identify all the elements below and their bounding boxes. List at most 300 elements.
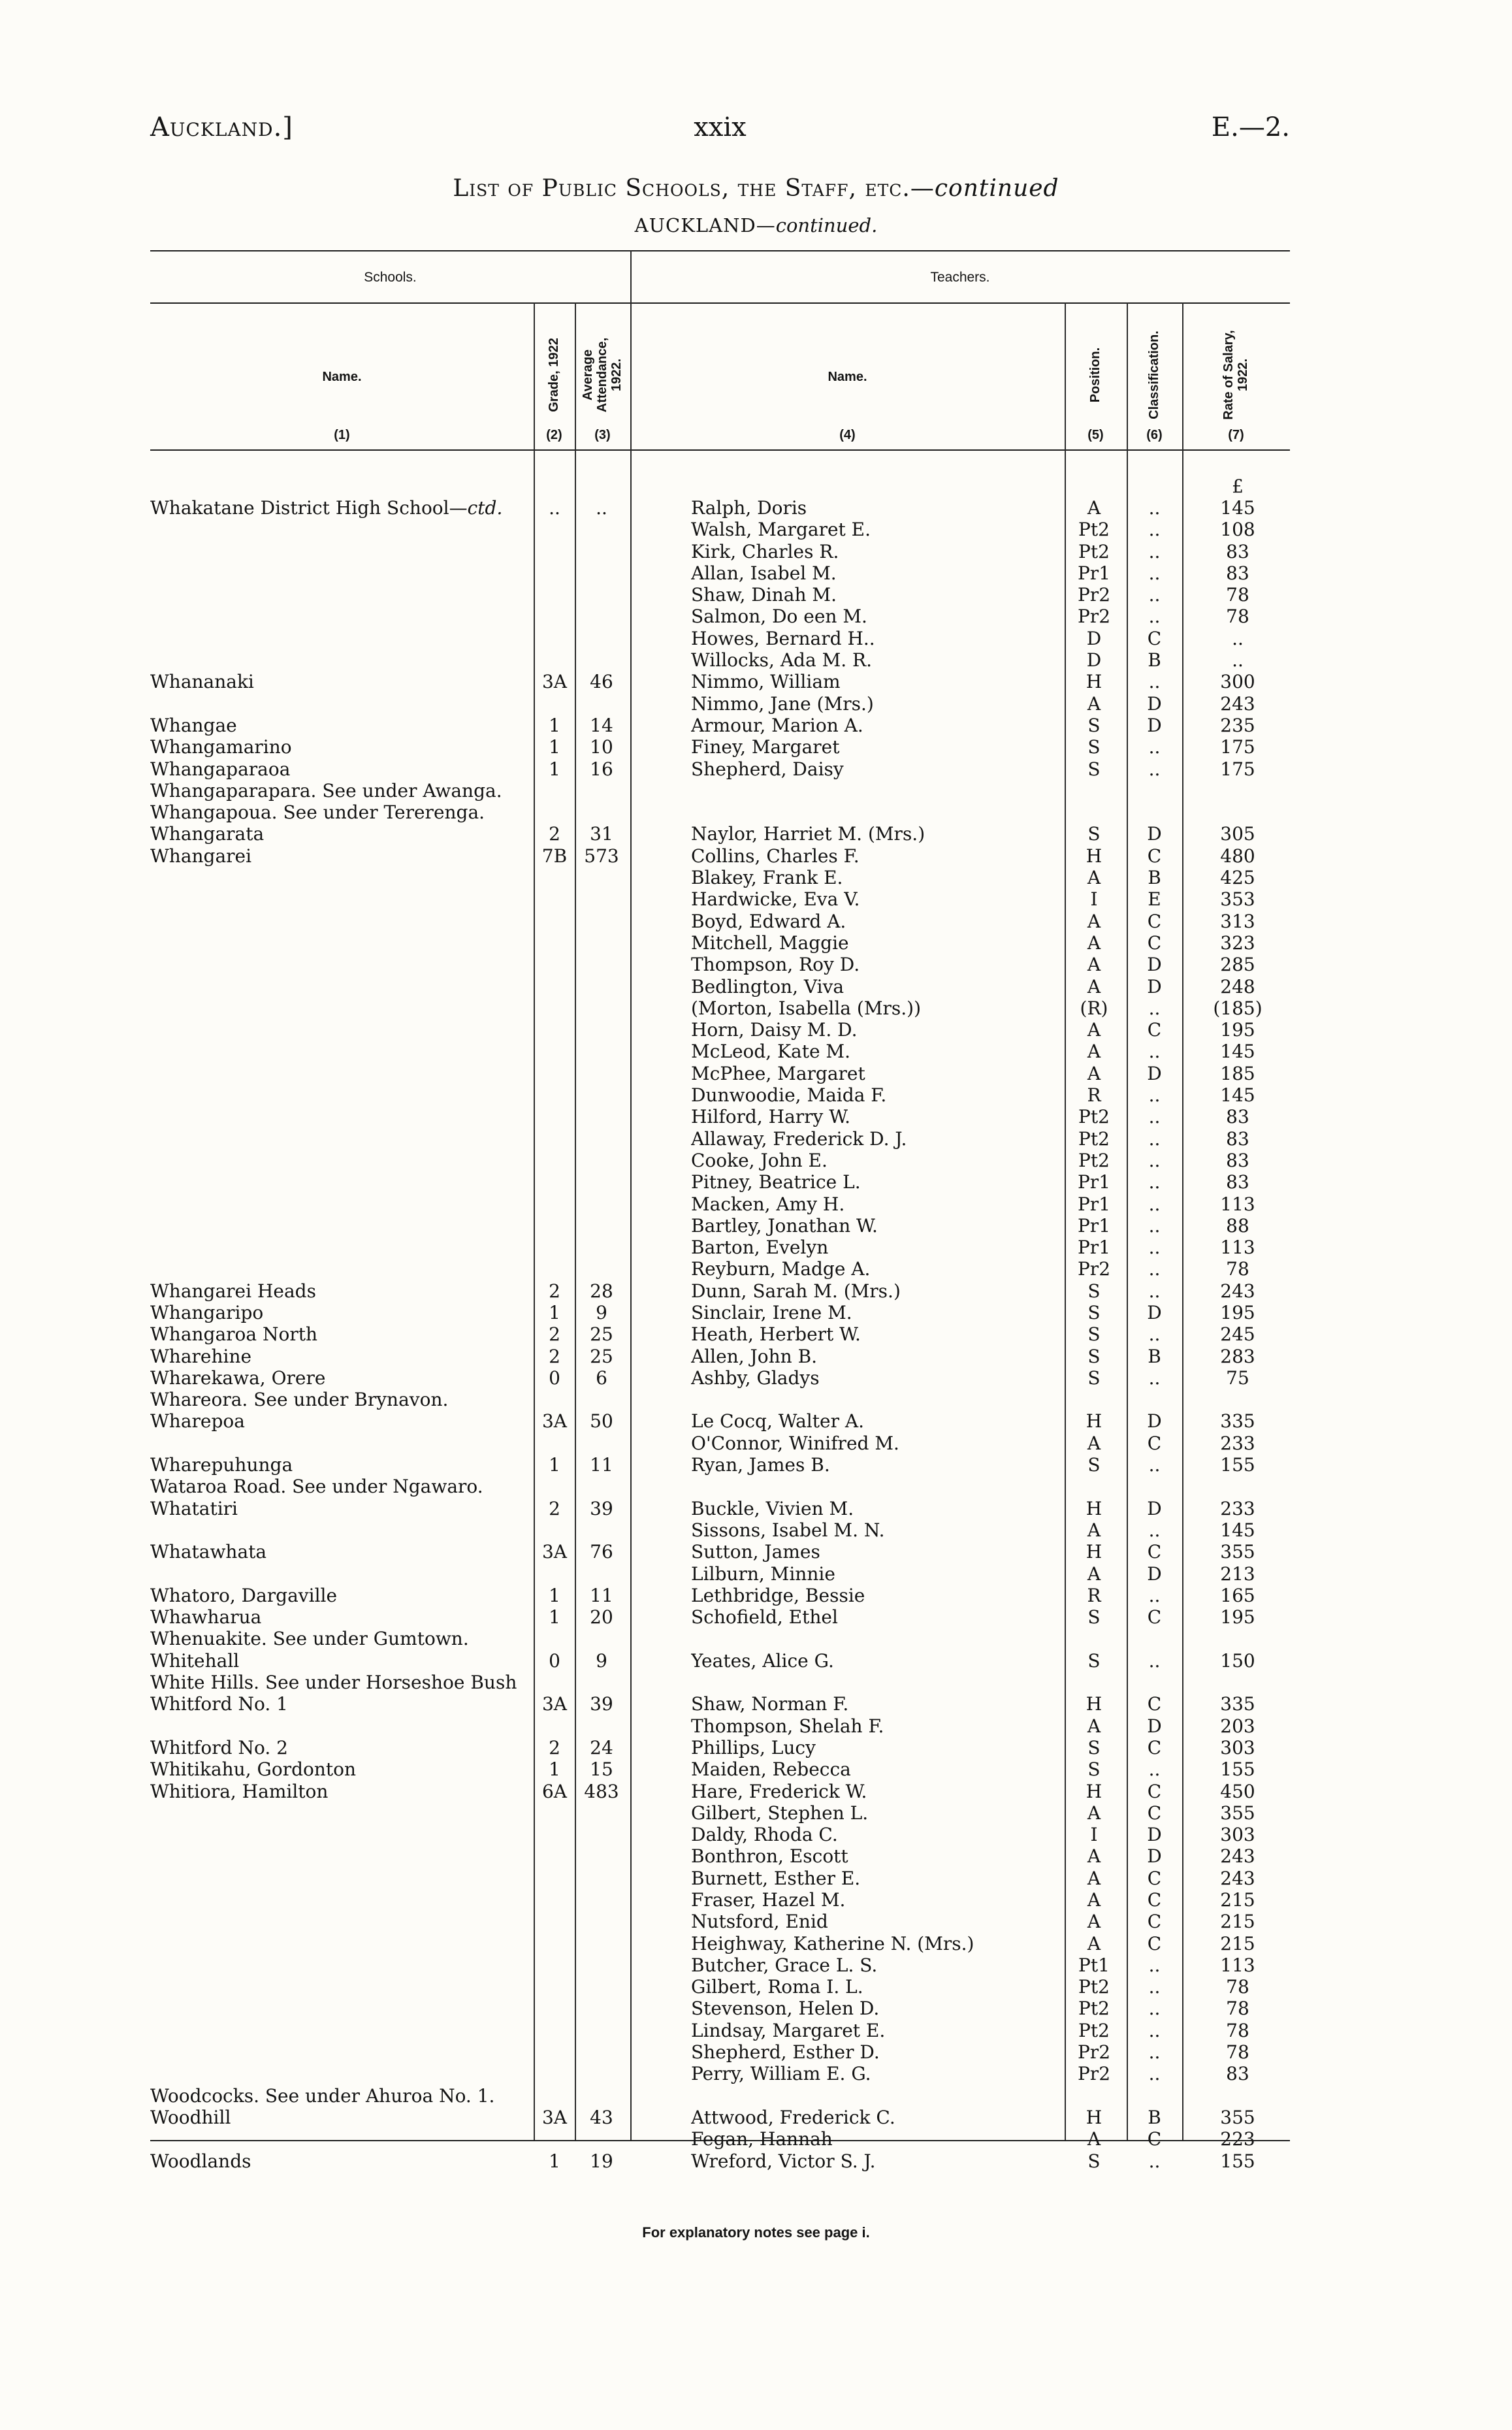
salary-cell: 323 bbox=[1220, 932, 1255, 954]
table-row bbox=[150, 1802, 1290, 1824]
grade-cell: 1 bbox=[549, 758, 560, 780]
table-row bbox=[150, 736, 1290, 758]
table-row bbox=[150, 1258, 1290, 1280]
teacher-name: Sinclair, Irene M. bbox=[691, 1301, 852, 1323]
position-cell: S bbox=[1087, 758, 1101, 780]
position-cell: (R) bbox=[1080, 997, 1108, 1019]
classification-cell: D bbox=[1147, 1824, 1162, 1846]
teacher-name: Finey, Margaret bbox=[691, 736, 840, 758]
table-row bbox=[150, 562, 1290, 584]
salary-cell: 78 bbox=[1226, 584, 1249, 606]
salary-cell: 195 bbox=[1220, 1301, 1255, 1323]
schools-staff-table bbox=[150, 250, 1290, 2216]
salary-cell: 215 bbox=[1220, 1889, 1255, 1911]
salary-cell: 78 bbox=[1226, 1976, 1249, 1998]
attendance-cell: 20 bbox=[590, 1606, 613, 1628]
position-cell: A bbox=[1087, 910, 1101, 932]
school-name: Whenuakite. See under Gumtown. bbox=[150, 1628, 469, 1650]
column-number: (5) bbox=[1087, 428, 1104, 442]
classification-cell: D bbox=[1147, 1301, 1162, 1323]
salary-cell: 78 bbox=[1226, 1258, 1249, 1280]
salary-cell: 83 bbox=[1226, 2063, 1249, 2085]
salary-cell: 243 bbox=[1220, 1867, 1255, 1889]
salary-cell: 213 bbox=[1220, 1563, 1255, 1585]
report-code: E.—2. bbox=[1211, 112, 1290, 142]
salary-cell: 150 bbox=[1220, 1649, 1255, 1672]
classification-cell: .. bbox=[1148, 497, 1161, 519]
teacher-name: Buckle, Vivien M. bbox=[691, 1497, 854, 1519]
classification-cell: B bbox=[1148, 2106, 1161, 2128]
salary-cell: 283 bbox=[1220, 1345, 1255, 1367]
salary-cell: 145 bbox=[1220, 1084, 1255, 1107]
grade-cell: 2 bbox=[549, 1280, 560, 1302]
table-row bbox=[150, 1911, 1290, 1932]
salary-cell: 248 bbox=[1220, 975, 1255, 997]
position-cell: H bbox=[1086, 1410, 1102, 1433]
attendance-cell: 6 bbox=[596, 1367, 607, 1389]
school-name: Whangaroa North bbox=[150, 1323, 318, 1346]
table-row bbox=[150, 1519, 1290, 1541]
table-row bbox=[150, 1976, 1290, 1998]
page-header bbox=[150, 112, 1290, 152]
school-name: Whangaparapara. See under Awanga. bbox=[150, 779, 502, 802]
table-row bbox=[150, 1781, 1290, 1802]
grade-cell: 2 bbox=[549, 1323, 560, 1346]
position-cell: Pr2 bbox=[1077, 606, 1111, 628]
teacher-name: Fraser, Hazel M. bbox=[691, 1889, 846, 1911]
school-name: Whangapoua. See under Tererenga. bbox=[150, 802, 485, 824]
classification-cell: .. bbox=[1148, 1998, 1161, 2020]
table-row bbox=[150, 1280, 1290, 1302]
classification-cell: .. bbox=[1148, 1954, 1161, 1976]
classification-cell: .. bbox=[1148, 1280, 1161, 1302]
classification-cell: D bbox=[1147, 1410, 1162, 1433]
school-name: Wharepuhunga bbox=[150, 1454, 293, 1476]
table-row bbox=[150, 2107, 1290, 2128]
teachers-group-header: Teachers. bbox=[930, 270, 990, 285]
group-rule bbox=[150, 302, 1290, 304]
school-name: Whananaki bbox=[150, 671, 254, 693]
salary-cell: 155 bbox=[1220, 1758, 1255, 1781]
attendance-cell: 25 bbox=[590, 1345, 613, 1367]
salary-cell: 355 bbox=[1220, 1802, 1255, 1824]
position-cell: S bbox=[1087, 1454, 1101, 1476]
position-cell: A bbox=[1087, 2128, 1101, 2150]
classification-cell: .. bbox=[1148, 1258, 1161, 1280]
position-cell: Pt1 bbox=[1078, 1954, 1110, 1976]
school-name: Whangaparaoa bbox=[150, 758, 291, 780]
school-name: Whangamarino bbox=[150, 736, 292, 758]
table-row bbox=[150, 997, 1290, 1019]
salary-header: Rate of Salary, 1922. bbox=[1221, 330, 1250, 420]
classification-cell: .. bbox=[1148, 1976, 1161, 1998]
classification-cell: D bbox=[1147, 823, 1162, 845]
classification-cell: D bbox=[1147, 1845, 1162, 1868]
table-row bbox=[150, 649, 1290, 671]
teacher-name: Gilbert, Roma I. L. bbox=[691, 1976, 863, 1998]
classification-header: Classification. bbox=[1147, 331, 1161, 419]
salary-cell: 83 bbox=[1226, 562, 1249, 584]
position-cell: A bbox=[1087, 1715, 1101, 1737]
teacher-name: Horn, Daisy M. D. bbox=[691, 1019, 858, 1041]
table-row bbox=[150, 1889, 1290, 1911]
schools-group-header: Schools. bbox=[364, 270, 417, 285]
attendance-cell: 24 bbox=[590, 1736, 613, 1758]
salary-cell: 113 bbox=[1220, 1193, 1255, 1215]
teacher-name: Ryan, James B. bbox=[691, 1454, 830, 1476]
table-row bbox=[150, 628, 1290, 649]
attendance-cell: 573 bbox=[584, 845, 619, 867]
table-row bbox=[150, 1998, 1290, 2019]
position-cell: A bbox=[1087, 1041, 1101, 1063]
table-row bbox=[150, 1084, 1290, 1106]
classification-cell: .. bbox=[1148, 519, 1161, 541]
teacher-name: Allaway, Frederick D. J. bbox=[691, 1127, 907, 1150]
salary-cell: 78 bbox=[1226, 606, 1249, 628]
salary-cell: 285 bbox=[1220, 954, 1255, 976]
grade-cell: .. bbox=[549, 497, 560, 519]
table-row bbox=[150, 758, 1290, 780]
position-cell: S bbox=[1087, 823, 1101, 845]
teacher-name: Blakey, Frank E. bbox=[691, 867, 843, 889]
position-cell: S bbox=[1087, 1345, 1101, 1367]
teacher-name: Lindsay, Margaret E. bbox=[691, 2019, 886, 2041]
column-number: (7) bbox=[1228, 428, 1244, 442]
table-row bbox=[150, 2150, 1290, 2172]
teacher-name: Howes, Bernard H.. bbox=[691, 627, 875, 649]
classification-cell: D bbox=[1147, 692, 1162, 715]
attendance-cell: 11 bbox=[590, 1584, 613, 1606]
column-number: (2) bbox=[546, 428, 562, 442]
table-row bbox=[150, 1106, 1290, 1127]
teacher-name: Maiden, Rebecca bbox=[691, 1758, 851, 1781]
salary-cell: 243 bbox=[1220, 1845, 1255, 1868]
table-row bbox=[150, 1454, 1290, 1476]
table-row bbox=[150, 1367, 1290, 1389]
classification-cell: D bbox=[1147, 1563, 1162, 1585]
position-cell: S bbox=[1087, 1323, 1101, 1346]
position-cell: Pr1 bbox=[1077, 1193, 1111, 1215]
table-row bbox=[150, 1476, 1290, 1497]
classification-cell: .. bbox=[1148, 606, 1161, 628]
school-name: Woodcocks. See under Ahuroa No. 1. bbox=[150, 2084, 495, 2107]
classification-cell: .. bbox=[1148, 540, 1161, 562]
position-cell: H bbox=[1086, 1541, 1102, 1563]
salary-cell: 165 bbox=[1220, 1584, 1255, 1606]
teacher-name: Shaw, Norman F. bbox=[691, 1693, 849, 1715]
teacher-name: Butcher, Grace L. S. bbox=[691, 1954, 878, 1976]
position-cell: A bbox=[1087, 1062, 1101, 1084]
teacher-name: Allen, John B. bbox=[691, 1345, 818, 1367]
school-name: Whangarei Heads bbox=[150, 1280, 316, 1302]
position-cell: H bbox=[1086, 1497, 1102, 1519]
teacher-name: O'Connor, Winifred M. bbox=[691, 1432, 899, 1454]
table-row bbox=[150, 1758, 1290, 1780]
position-cell: Pt2 bbox=[1078, 540, 1110, 562]
teacher-name: Wreford, Victor S. J. bbox=[691, 2150, 876, 2172]
table-row bbox=[150, 976, 1290, 997]
teacher-name: Barton, Evelyn bbox=[691, 1237, 829, 1259]
attendance-cell: 16 bbox=[590, 758, 613, 780]
classification-cell: C bbox=[1147, 845, 1162, 867]
salary-cell: 243 bbox=[1220, 692, 1255, 715]
table-row bbox=[150, 606, 1290, 627]
position-cell: A bbox=[1087, 1911, 1101, 1933]
position-cell: A bbox=[1087, 954, 1101, 976]
table-row bbox=[150, 1323, 1290, 1345]
classification-cell: .. bbox=[1148, 1758, 1161, 1781]
position-header: Position. bbox=[1088, 347, 1102, 403]
grade-cell: 3A bbox=[541, 671, 568, 693]
school-name: Whawharua bbox=[150, 1606, 262, 1628]
teacher-name: Willocks, Ada M. R. bbox=[691, 649, 873, 672]
classification-cell: C bbox=[1147, 1780, 1162, 1802]
teacher-name: Sissons, Isabel M. N. bbox=[691, 1519, 885, 1541]
classification-cell: .. bbox=[1148, 1193, 1161, 1215]
attendance-cell: 39 bbox=[590, 1497, 613, 1519]
table-row bbox=[150, 1019, 1290, 1041]
salary-cell: .. bbox=[1232, 627, 1244, 649]
teacher-name: Armour, Marion A. bbox=[691, 714, 863, 736]
salary-cell: 223 bbox=[1220, 2128, 1255, 2150]
table-row bbox=[150, 780, 1290, 802]
table-row bbox=[150, 1585, 1290, 1606]
teacher-name: Lethbridge, Bessie bbox=[691, 1584, 865, 1606]
school-name: Whangaripo bbox=[150, 1301, 264, 1323]
salary-cell: 300 bbox=[1220, 671, 1255, 693]
table-row bbox=[150, 1933, 1290, 1954]
grade-cell: 1 bbox=[549, 1584, 560, 1606]
salary-cell: 83 bbox=[1226, 1149, 1249, 1171]
teacher-name: Daldy, Rhoda C. bbox=[691, 1824, 838, 1846]
attendance-cell: 9 bbox=[596, 1301, 607, 1323]
table-row bbox=[150, 671, 1290, 692]
school-name: Wharekawa, Orere bbox=[150, 1367, 326, 1389]
position-cell: Pt2 bbox=[1078, 1149, 1110, 1171]
position-cell: A bbox=[1087, 1845, 1101, 1868]
grade-cell: 3A bbox=[541, 2106, 568, 2128]
teacher-name: Yeates, Alice G. bbox=[691, 1649, 834, 1672]
classification-cell: .. bbox=[1148, 562, 1161, 584]
salary-cell: 108 bbox=[1220, 519, 1255, 541]
grade-cell: 2 bbox=[549, 823, 560, 845]
salary-cell: 113 bbox=[1220, 1237, 1255, 1259]
classification-cell: .. bbox=[1148, 1454, 1161, 1476]
salary-cell: 235 bbox=[1220, 714, 1255, 736]
table-row bbox=[150, 497, 1290, 519]
salary-cell: 83 bbox=[1226, 1127, 1249, 1150]
position-cell: A bbox=[1087, 692, 1101, 715]
position-cell: A bbox=[1087, 867, 1101, 889]
table-row bbox=[150, 2128, 1290, 2150]
classification-cell: D bbox=[1147, 1715, 1162, 1737]
grade-cell: 2 bbox=[549, 1736, 560, 1758]
column-number: (1) bbox=[334, 428, 350, 442]
classification-cell: .. bbox=[1148, 1519, 1161, 1541]
classification-cell: .. bbox=[1148, 2063, 1161, 2085]
classification-cell: C bbox=[1147, 932, 1162, 954]
salary-cell: 233 bbox=[1220, 1432, 1255, 1454]
table-row bbox=[150, 1845, 1290, 1867]
table-row bbox=[150, 1693, 1290, 1715]
grade-cell: 0 bbox=[549, 1649, 560, 1672]
teacher-name: Walsh, Margaret E. bbox=[691, 519, 871, 541]
teacher-name: Stevenson, Helen D. bbox=[691, 1998, 880, 2020]
table-row bbox=[150, 1193, 1290, 1215]
classification-cell: .. bbox=[1148, 1367, 1161, 1389]
salary-cell: 425 bbox=[1220, 867, 1255, 889]
classification-cell: C bbox=[1147, 1802, 1162, 1824]
salary-cell: 303 bbox=[1220, 1824, 1255, 1846]
salary-cell: 355 bbox=[1220, 1541, 1255, 1563]
classification-cell: .. bbox=[1148, 671, 1161, 693]
classification-cell: .. bbox=[1148, 2041, 1161, 2064]
teacher-name: Macken, Amy H. bbox=[691, 1193, 845, 1215]
position-cell: S bbox=[1087, 1280, 1101, 1302]
position-cell: Pt2 bbox=[1078, 2019, 1110, 2041]
classification-cell: D bbox=[1147, 975, 1162, 997]
position-cell: D bbox=[1086, 649, 1102, 672]
classification-cell: .. bbox=[1148, 1106, 1161, 1128]
attendance-cell: 19 bbox=[590, 2150, 613, 2172]
grade-cell: 1 bbox=[549, 714, 560, 736]
classification-cell: .. bbox=[1148, 736, 1161, 758]
classification-cell: C bbox=[1147, 1606, 1162, 1628]
position-cell: Pt2 bbox=[1078, 1127, 1110, 1150]
classification-cell: C bbox=[1147, 1889, 1162, 1911]
table-row bbox=[150, 1824, 1290, 1845]
table-row bbox=[150, 1063, 1290, 1084]
school-name: Whareora. See under Brynavon. bbox=[150, 1389, 449, 1411]
table-row bbox=[150, 1498, 1290, 1519]
position-cell: Pt2 bbox=[1078, 1976, 1110, 1998]
attendance-cell: 31 bbox=[590, 823, 613, 845]
attendance-cell: 25 bbox=[590, 1323, 613, 1346]
attendance-cell: 39 bbox=[590, 1693, 613, 1715]
school-name: Wharepoa bbox=[150, 1410, 245, 1433]
classification-cell: .. bbox=[1148, 584, 1161, 606]
attendance-cell: 9 bbox=[596, 1649, 607, 1672]
salary-cell: 155 bbox=[1220, 1454, 1255, 1476]
attendance-cell: .. bbox=[596, 497, 607, 519]
position-cell: A bbox=[1087, 975, 1101, 997]
grade-cell: 3A bbox=[541, 1693, 568, 1715]
position-cell: H bbox=[1086, 1693, 1102, 1715]
table-row bbox=[150, 2063, 1290, 2084]
table-row bbox=[150, 1302, 1290, 1323]
header-left: Auckland.] bbox=[150, 112, 293, 142]
grade-cell: 2 bbox=[549, 1345, 560, 1367]
position-cell: A bbox=[1087, 1889, 1101, 1911]
position-cell: A bbox=[1087, 1802, 1101, 1824]
classification-cell: .. bbox=[1148, 2019, 1161, 2041]
salary-cell: 78 bbox=[1226, 2041, 1249, 2064]
grade-cell: 1 bbox=[549, 1301, 560, 1323]
position-cell: R bbox=[1087, 1084, 1101, 1107]
table-row bbox=[150, 519, 1290, 540]
classification-cell: C bbox=[1147, 1867, 1162, 1889]
position-cell: H bbox=[1086, 845, 1102, 867]
salary-cell: 83 bbox=[1226, 540, 1249, 562]
teacher-name: Shepherd, Esther D. bbox=[691, 2041, 880, 2064]
teacher-name: Fegan, Hannah bbox=[691, 2128, 833, 2150]
table-row bbox=[150, 1606, 1290, 1628]
table-row bbox=[150, 1650, 1290, 1672]
salary-cell: 185 bbox=[1220, 1062, 1255, 1084]
school-name: Whangarei bbox=[150, 845, 252, 867]
salary-cell: 83 bbox=[1226, 1171, 1249, 1193]
table-row bbox=[150, 715, 1290, 736]
classification-cell: .. bbox=[1148, 997, 1161, 1019]
salary-cell: 335 bbox=[1220, 1410, 1255, 1433]
position-cell: Pr2 bbox=[1077, 584, 1111, 606]
table-row bbox=[150, 1737, 1290, 1758]
salary-cell: 215 bbox=[1220, 1911, 1255, 1933]
attendance-cell: 14 bbox=[590, 714, 613, 736]
classification-cell: E bbox=[1148, 888, 1161, 911]
teacher-name: Ashby, Gladys bbox=[691, 1367, 820, 1389]
teacher-name: Naylor, Harriet M. (Mrs.) bbox=[691, 823, 925, 845]
classification-cell: C bbox=[1147, 1019, 1162, 1041]
footnote: For explanatory notes see page i. bbox=[642, 2224, 870, 2241]
currency-row bbox=[150, 476, 1290, 497]
teacher-name: Phillips, Lucy bbox=[691, 1736, 816, 1758]
position-cell: H bbox=[1086, 1780, 1102, 1802]
table-row bbox=[150, 1215, 1290, 1237]
salary-cell: 145 bbox=[1220, 1519, 1255, 1541]
grade-cell: 6A bbox=[541, 1780, 568, 1802]
position-cell: A bbox=[1087, 932, 1101, 954]
teacher-name: Heath, Herbert W. bbox=[691, 1323, 861, 1346]
school-name: Whangae bbox=[150, 714, 237, 736]
position-cell: I bbox=[1090, 1824, 1098, 1846]
salary-cell: 78 bbox=[1226, 2019, 1249, 2041]
classification-cell: C bbox=[1147, 910, 1162, 932]
table-body bbox=[150, 497, 1290, 2172]
teacher-name: Schofield, Ethel bbox=[691, 1606, 838, 1628]
grade-cell: 0 bbox=[549, 1367, 560, 1389]
grade-cell: 1 bbox=[549, 1606, 560, 1628]
teacher-name: Nutsford, Enid bbox=[691, 1911, 828, 1933]
salary-cell: 78 bbox=[1226, 1998, 1249, 2020]
teacher-name: Dunwoodie, Maida F. bbox=[691, 1084, 887, 1107]
teacher-name: Kirk, Charles R. bbox=[691, 540, 839, 562]
grade-cell: 3A bbox=[541, 1541, 568, 1563]
table-row bbox=[150, 584, 1290, 606]
classification-cell: .. bbox=[1148, 758, 1161, 780]
grade-cell: 1 bbox=[549, 1758, 560, 1781]
attendance-cell: 46 bbox=[590, 671, 613, 693]
position-cell: S bbox=[1087, 1758, 1101, 1781]
table-row bbox=[150, 1628, 1290, 1649]
teacher-name: Heighway, Katherine N. (Mrs.) bbox=[691, 1932, 974, 1954]
table-row bbox=[150, 802, 1290, 823]
salary-cell: 113 bbox=[1220, 1954, 1255, 1976]
classification-cell: C bbox=[1147, 2128, 1162, 2150]
school-name: White Hills. See under Horseshoe Bush bbox=[150, 1672, 517, 1694]
attendance-cell: 11 bbox=[590, 1454, 613, 1476]
teacher-name: Boyd, Edward A. bbox=[691, 910, 846, 932]
table-row bbox=[150, 1868, 1290, 1889]
position-cell: D bbox=[1086, 627, 1102, 649]
table-row bbox=[150, 954, 1290, 975]
currency-symbol: £ bbox=[1232, 476, 1244, 497]
position-cell: A bbox=[1087, 1932, 1101, 1954]
teacher-name: (Morton, Isabella (Mrs.)) bbox=[691, 997, 921, 1019]
page-number: xxix bbox=[694, 112, 747, 142]
school-name: Woodhill bbox=[150, 2106, 231, 2128]
classification-cell: D bbox=[1147, 1062, 1162, 1084]
